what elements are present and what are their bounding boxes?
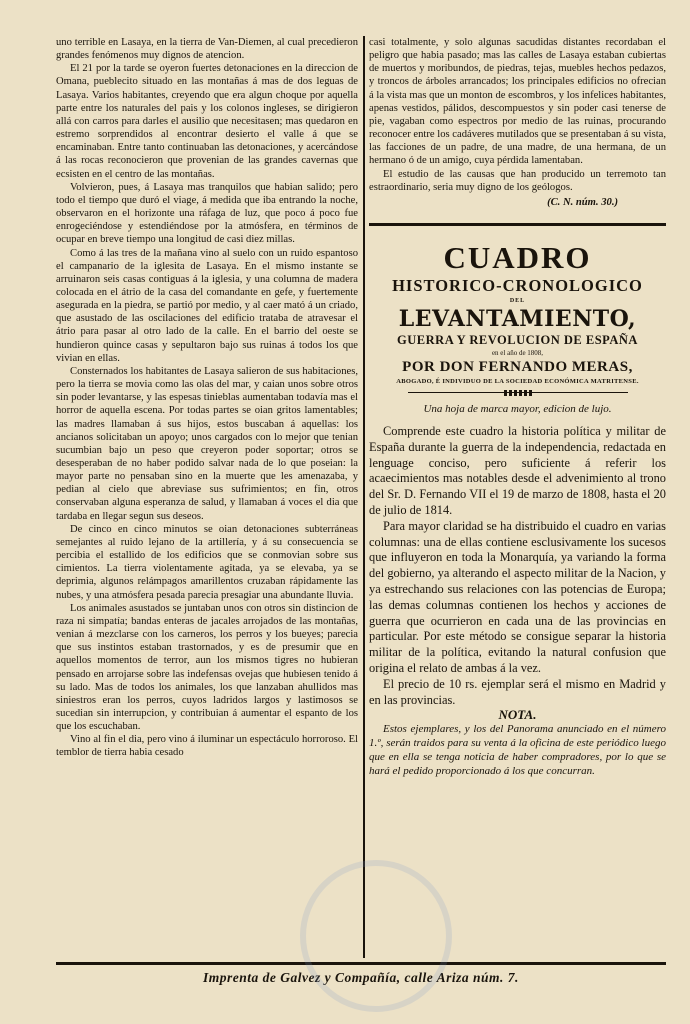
right-column [369,36,666,778]
left-column [56,36,358,760]
ornament-divider [408,390,628,396]
article-signature: (C. N. núm. 30.) [547,196,618,208]
paragraph: El estudio de las causas que han producido un terremoto tan estraordinario, seria muy digno de los geólogos. [369,168,666,193]
advert-format: Una hoja de marca mayor, edicion de lujo. [423,403,612,416]
paragraph: Estos ejemplares, y los del Panorama anunciado en el número 1.º, serán traidos para su venta á la oficina de este periódico luego que en ella se tenga noticia de haber compradores, por lo que se hará el pedido proporcionado á los que concurran. [369,723,666,778]
advert-year: en el año de 1808, [491,349,544,358]
advert-main-title: LEVANTAMIENTO, [398,306,637,333]
advert-author-title: ABOGADO, É INDIVIDUO DE LA SOCIEDAD ECONÓMICA MATRITENSE. [396,378,639,386]
paragraph: Volvieron, pues, á Lasaya mas tranquilos que habian salido; pero todo el tiempo que duró el viage, á medida que iba entrando la noche, observaron en el horizonte una ráfaga de luz, que poco á poco fue enrogeciéndose y estendiéndose por la atmósfera, en términos de ocupar en breve tiempo una longitud de casi diez millas. [56,181,358,246]
paragraph: Vino al fin el dia, pero vino á iluminar un espectáculo horroroso. El temblor de tierra habia cesado [56,734,358,759]
paragraph: Los animales asustados se juntaban unos con otros sin distincion de raza ni simpatía; bandas enteras de jacales arrojados de las montañas, venian á mezclarse con los carneros, los perros y los bueyes; parecia que sus instintos estaban trastornados, y es de presumir que en aquellos momentos de terror, aun los mismos tigres no hubieran pensado en arrojarse sobre las indefensas ovejas que hubiesen tenido á su lado. Mas de todos los animales, los que lanzaban ahullidos mas siniestros eran los perros, cuyos ladridos largos y lastimosos se sucedian sin interrupcion, y contribuian á aumentar el espanto de los que los escuchaban. [56,602,358,733]
advert-subtitle: HISTORICO-CRONOLOGICO [392,276,643,296]
column-divider [363,36,365,958]
advert-author: POR DON FERNANDO MERAS, [402,359,633,376]
advert-guerra: GUERRA Y REVOLUCION DE ESPAÑA [397,333,638,348]
paragraph: El precio de 10 rs. ejemplar será el mismo en Madrid y en las provincias. [369,676,666,707]
advertisement [369,240,666,416]
paragraph: Comprende este cuadro la historia política y militar de España durante la guerra de la independencia, redactada en lenguage conciso, pero suficiente á referir los acaecimientos mas notables desde el advenimiento al trono del Sr. D. Fernando VII el 19 de marzo de 1808, hasta el 20 de julio de 1814. [369,424,666,518]
library-stamp-watermark [300,860,452,1012]
section-rule [369,223,666,226]
paragraph: El 21 por la tarde se oyeron fuertes detonaciones en la direccion de Omana, pueblecito situado en las montañas á mas de dos leguas de Lasaya. Varios habitantes, creyendo que era algun choque por aquella parte entre los naturales del pais y los colonos ingleses, se dirigieron allá con carros para darles el ausilio que necesitasen; mas quedaron en estremo sorprendidos al encontrar desierto el valle á que se encaminaban. Entre tanto continuaban las detonaciones, y acercándose á las rocas reconocieron que provenian de las grandes cavernas que ecsisten en el centro de las montañas. [56,63,358,180]
imprint-footer: Imprenta de Galvez y Compañía, calle Ariza núm. 7. [203,970,519,985]
paragraph: Para mayor claridad se ha distribuido el cuadro en varias columnas: una de ellas contiene esclusivamente los sucesos que influyeron en toda la Monarquía, ya variando la forma del gobierno, ya alterando el aspecto militar de la Nacion, y ya estrechando sus relaciones con las potencias de Europa; las demas columnas contienen los hechos y acciones de guerra que ocurrieron en cada una de las provincias en particular. Por este método se consigue separar la historia militar de la política, evitando la natural confusion que origina el relato de ambas á la vez. [369,518,666,675]
paragraph: Como á las tres de la mañana vino al suelo con un ruido espantoso el campanario de la iglesita de Lasaya. En el mismo instante se arruinaron seis casas contiguas á la iglesia, y una columna de madera colocada en el átrio de la casa del comandante en gefe, y fuertemente asegurada en la piedra, se partió por medio, y al caer mató á un criado, que asustado de las oscilaciones del edificio trataba de atravesar el átrio para pasar al otro lado de la calle. En el barrio del oeste se hundieron quince casas y sepultaron bajo sus ruinas á todos los que vivian en ellas. [56,247,358,364]
advert-del: DEL [509,298,526,305]
advert-body [369,424,666,708]
nota-body [369,722,666,778]
paragraph: Consternados los habitantes de Lasaya salieron de sus habitaciones, pero la tierra se movia como las olas del mar, y caian unos sobre otros sin poder levantarse, y las espesas tinieblas aumentaban todavía mas el horror de aquella escena. Por todas partes se oian gritos lamentables; las madres llamaban á sus hijos, estos buscaban á aquellas: los ancianos solicitaban un apoyo; unos cargados con lo mejor que tenian sucumbian bajo un peso que creyeron poder soportar; otros se desesperaban de no haber podido salvar nada de lo que poseian: la mayor parte no pensaban sino en la muerte que les amenazaba, y pedian al cielo que abreviase sus sufrimientos; en fin, otros conservaban alguna esperanza de salud, y llamaban á voces el dia que tardaba en llegar segun sus deseos. [56,365,358,522]
paragraph: De cinco en cinco minutos se oian detonaciones subterráneas semejantes al ruido lejano de la artillería, y á su consecuencia se percibia el estallido de los edificios que se conmovian sobre sus cimientos. La tierra violentamente agitada, ya se elevaba, ya se deprimia, algunos relámpagos amarillentos cruzaban rápidamente las nubes, y una atmósfera pesada parecia presagiar una abundante lluvia. [56,523,358,601]
paragraph: casi totalmente, y solo algunas sacudidas distantes recordaban el peligro que habia pasado; mas las calles de Lasaya estaban cubiertas de muertos y moribundos, de piedras, tejas, muebles hechos pedazos, y troncos de árboles arrancados; los principales edificios no ofrecian á la vista mas que un monton de escombros, y los infelices habitantes, apenas vestidos, pálidos, descompuestos y sin poder casi tenerse de pie, vagaban como espectros por medio de las ruinas, procurando reconocer entre los cadáveres mutilados que se presentaban á su vista, las facciones de un padre, de una madre, de una hermana, de un hermano ó de un amigo, cuya pérdida lamentaban. [369,37,666,167]
nota-heading: NOTA. [498,707,537,723]
paragraph: uno terrible en Lasaya, en la tierra de Van-Diemen, al cual precedieron grandes fenómenos muy dignos de atencion. [56,37,358,62]
advert-title: CUADRO [443,240,592,276]
